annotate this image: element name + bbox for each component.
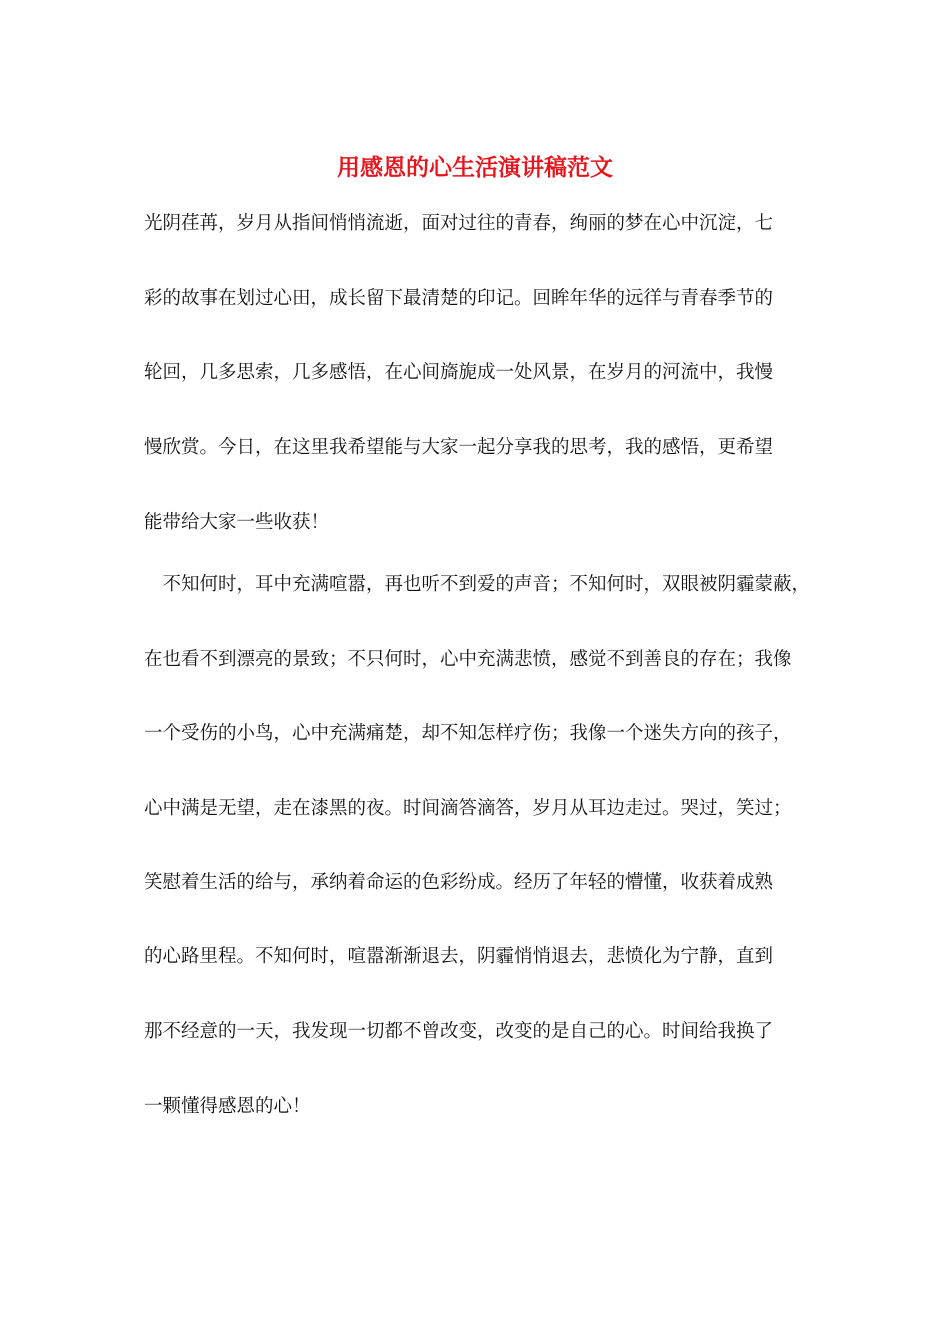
paragraph-line: 一个受伤的小鸟，心中充满痛楚，却不知怎样疗伤；我像一个迷失方向的孩子， [144,723,792,744]
paragraph-line: 那不经意的一天，我发现一切都不曾改变，改变的是自己的心。时间给我换了 [144,1021,774,1042]
paragraph-line: 笑慰着生活的给与，承纳着命运的色彩纷成。经历了年轻的懵懂，收获着成熟 [144,872,774,893]
paragraph-line: 在也看不到漂亮的景致；不只何时，心中充满悲愤，感觉不到善良的存在；我像 [144,649,792,670]
paragraph-line: 的心路里程。不知何时，喧嚣渐渐退去，阴霾悄悄退去，悲愤化为宁静，直到 [144,946,774,967]
paragraph-line: 能带给大家一些收获！ [144,512,330,533]
document-title: 用感恩的心生活演讲稿范文 [337,154,613,181]
paragraph-line: 一颗懂得感恩的心！ [144,1096,311,1117]
paragraph-line: 慢欣赏。今日，在这里我希望能与大家一起分享我的思考，我的感悟，更希望 [144,437,774,458]
paragraph-line: 不知何时，耳中充满喧嚣，再也听不到爱的声音；不知何时，双眼被阴霾蒙蔽， [144,574,811,595]
paragraph-line: 光阴荏苒，岁月从指间悄悄流逝，面对过往的青春，绚丽的梦在心中沉淀，七 [144,213,774,234]
paragraph-line: 彩的故事在划过心田，成长留下最清楚的印记。回眸年华的远徉与青春季节的 [144,288,774,309]
paragraph-line: 轮回，几多思索，几多感悟，在心间旖旎成一处风景，在岁月的河流中，我慢 [144,362,774,383]
paragraph-line: 心中满是无望，走在漆黑的夜。时间滴答滴答，岁月从耳边走过。哭过，笑过； [144,798,792,819]
